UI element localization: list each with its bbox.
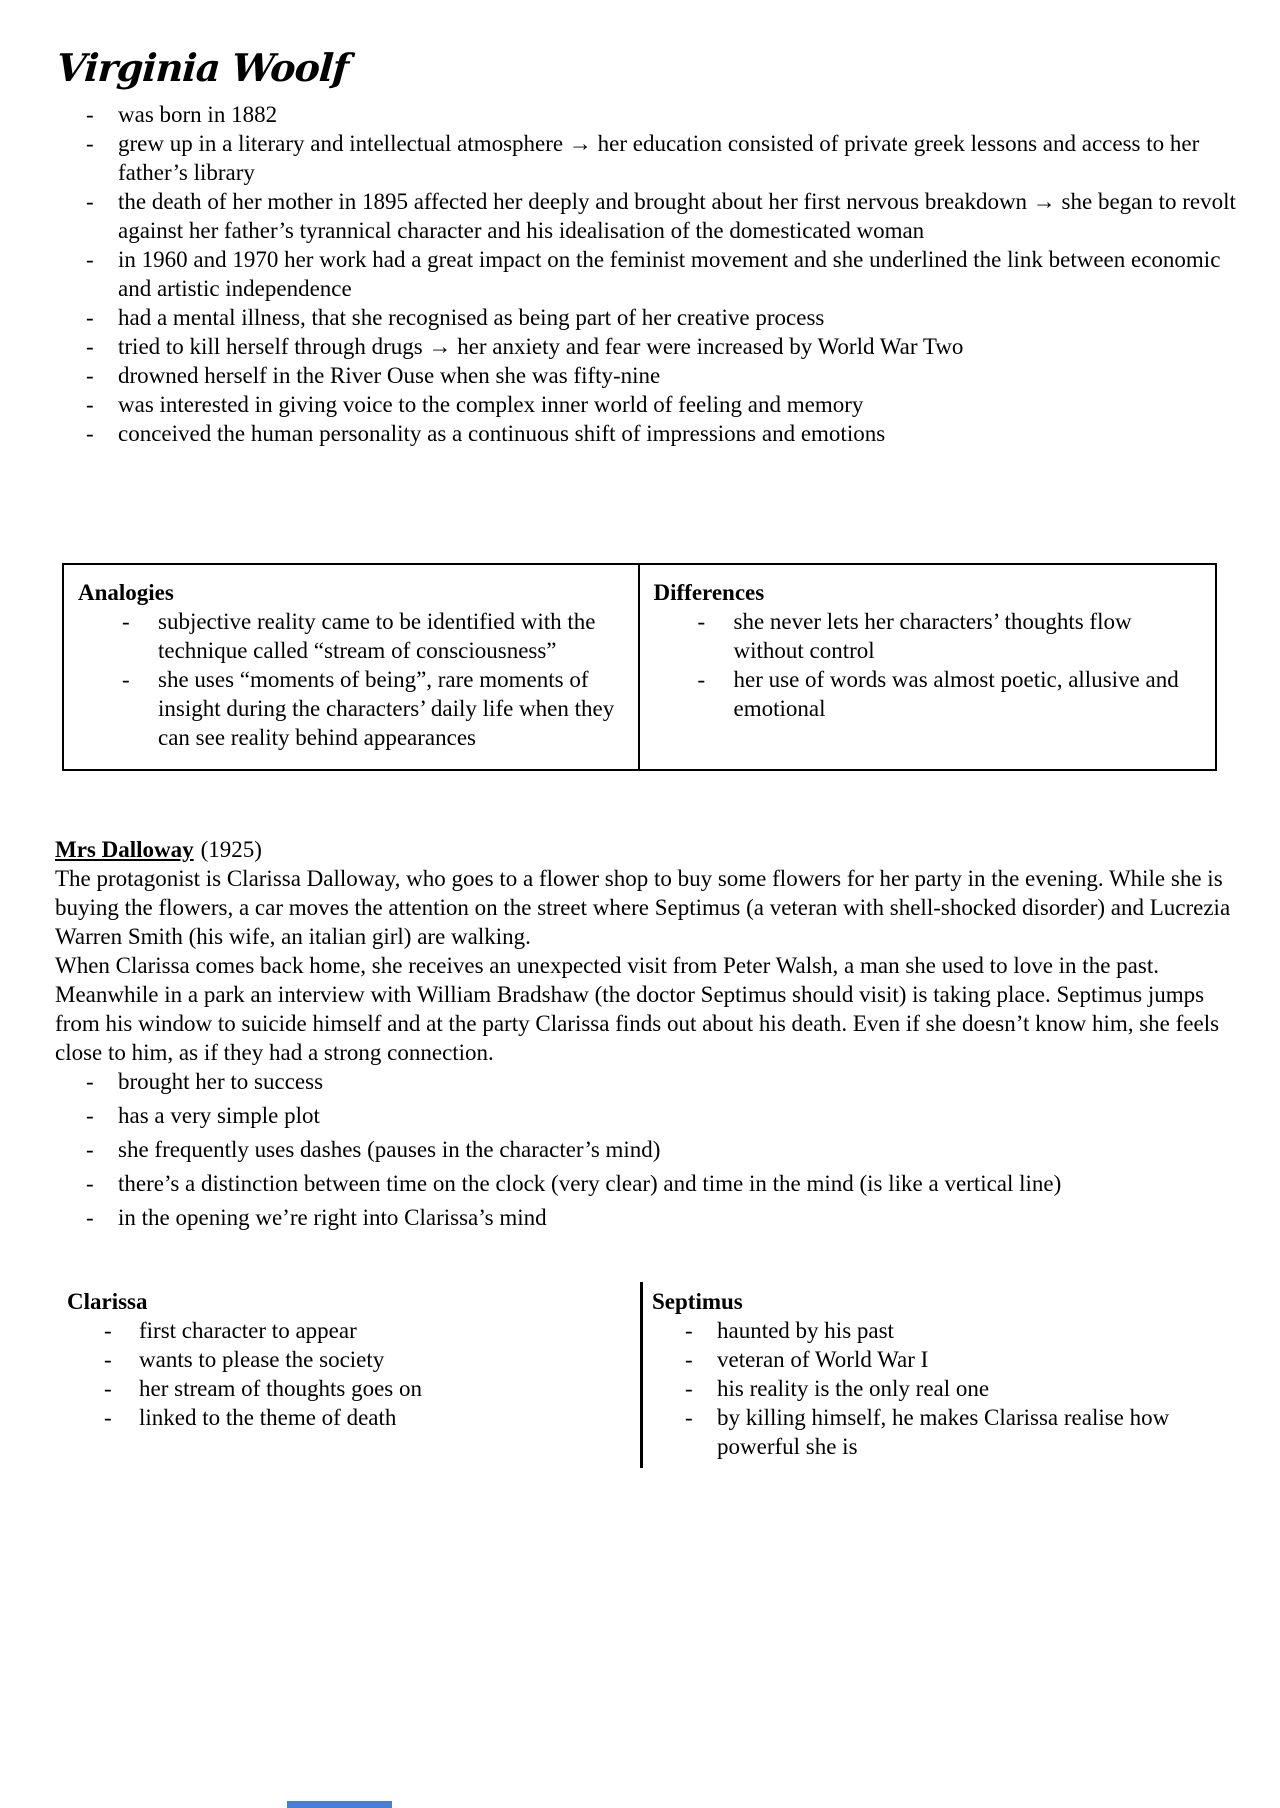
differences-list (654, 607, 1204, 723)
character-item: - haunted by his past (652, 1316, 1198, 1345)
septimus-header: Septimus (652, 1289, 743, 1314)
novel-year: (1925) (200, 837, 262, 862)
analogies-list (78, 607, 626, 752)
character-item: - first character to appear (67, 1316, 640, 1345)
differences-item: - she never lets her characters’ thoughts flow without control (654, 607, 1204, 665)
character-item: - his reality is the only real one (652, 1374, 1198, 1403)
character-item: - by killing himself, he makes Clarissa realise how powerful she is (652, 1403, 1198, 1461)
note-item: - in the opening we’re right into Clarissa’s mind (55, 1203, 1238, 1232)
note-item: - there’s a distinction between time on the clock (very clear) and time in the mind (is like a vertical line) (55, 1169, 1238, 1198)
novel-notes-list (55, 1067, 1238, 1232)
septimus-list (652, 1316, 1198, 1461)
note-item: - has a very simple plot (55, 1101, 1238, 1130)
novel-paragraph-1: The protagonist is Clarissa Dalloway, who goes to a flower shop to buy some flowers for her party in the evening. While she is buying the flowers, a car moves the attention on the street where Septimus (a veteran with shell-shocked disorder) and Lucrezia Warren Smith (his wife, an italian girl) are walking. (55, 866, 1231, 949)
cut-off-blue-text-artifact (287, 1801, 392, 1808)
differences-item: - her use of words was almost poetic, allusive and emotional (654, 665, 1204, 723)
bio-item: - grew up in a literary and intellectual atmosphere → her education consisted of private greek lessons and access to her father’s library (55, 129, 1238, 187)
bio-item: - conceived the human personality as a continuous shift of impressions and emotions (55, 419, 1238, 448)
bio-item: - drowned herself in the River Ouse when she was fifty-nine (55, 361, 1238, 390)
bio-item: - tried to kill herself through drugs → her anxiety and fear were increased by World War Two (55, 332, 1238, 361)
bio-list (55, 100, 1238, 448)
character-item: - wants to please the society (67, 1345, 640, 1374)
bio-item: - the death of her mother in 1895 affected her deeply and brought about her first nervous breakdown → she began to revolt against her father’s tyrannical character and his idealisation of the domesticated woman (55, 187, 1238, 245)
analogies-header: Analogies (78, 580, 174, 605)
analogies-cell (64, 565, 640, 769)
clarissa-list (67, 1316, 640, 1432)
septimus-column (643, 1282, 1238, 1468)
clarissa-header: Clarissa (67, 1289, 148, 1314)
differences-cell (640, 565, 1216, 769)
character-item: - veteran of World War I (652, 1345, 1198, 1374)
character-item: - linked to the theme of death (67, 1403, 640, 1432)
bio-item: - was interested in giving voice to the complex inner world of feeling and memory (55, 390, 1238, 419)
novel-heading (55, 835, 1238, 864)
analogies-item: - subjective reality came to be identified with the technique called “stream of consciousness” (78, 607, 626, 665)
note-item: - brought her to success (55, 1067, 1238, 1096)
characters-section (63, 1282, 1238, 1468)
bio-item: - had a mental illness, that she recognised as being part of her creative process (55, 303, 1238, 332)
bio-item: - in 1960 and 1970 her work had a great impact on the feminist movement and she underlined the link between economic and artistic independence (55, 245, 1238, 303)
page-title: Virginia Woolf (55, 45, 350, 90)
bio-item: - was born in 1882 (55, 100, 1238, 129)
clarissa-column (63, 1282, 640, 1468)
novel-title: Mrs Dalloway (55, 837, 194, 862)
differences-header: Differences (653, 580, 765, 605)
comparison-table (62, 563, 1217, 771)
note-item: - she frequently uses dashes (pauses in the character’s mind) (55, 1135, 1238, 1164)
analogies-item: - she uses “moments of being”, rare moments of insight during the characters’ daily life when they can see reality behind appearances (78, 665, 626, 752)
character-item: - her stream of thoughts goes on (67, 1374, 640, 1403)
novel-paragraph-2: When Clarissa comes back home, she receives an unexpected visit from Peter Walsh, a man she used to love in the past. Meanwhile in a park an interview with William Bradshaw (the doctor Septimus should visit) is taking place. Septimus jumps from his window to suicide himself and at the party Clarissa finds out about his death. Even if she doesn’t know him, she feels close to him, as if they had a strong connection. (55, 953, 1220, 1065)
